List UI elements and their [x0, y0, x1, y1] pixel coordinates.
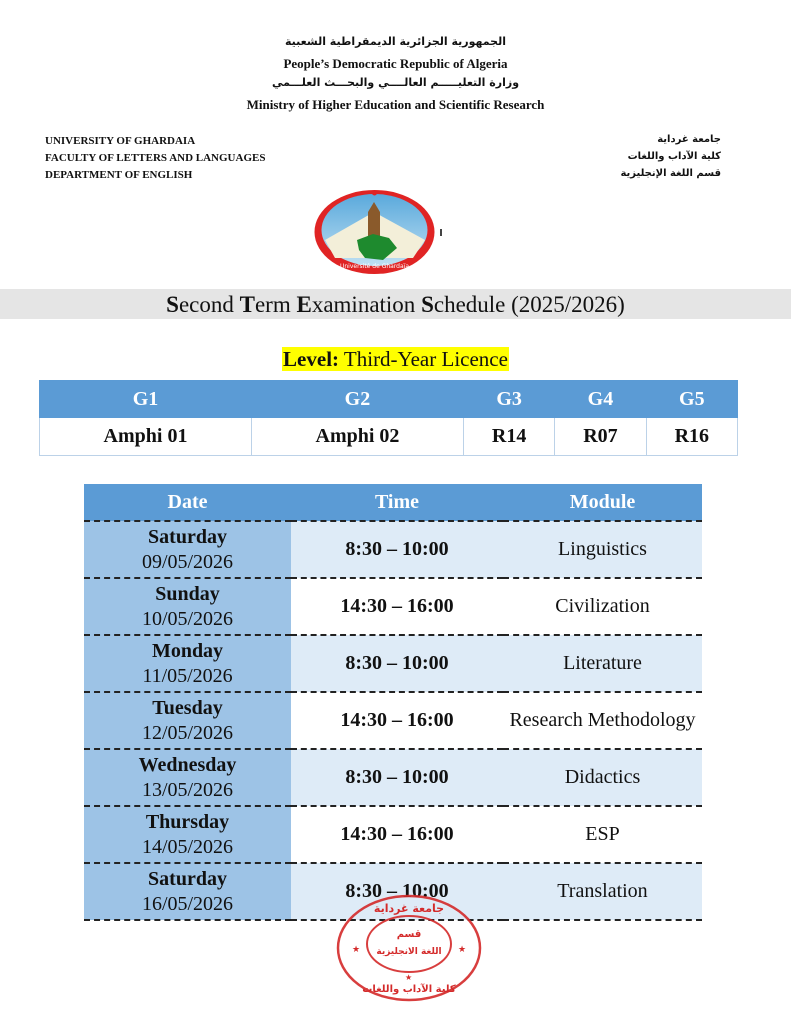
logo-caption: Université de Ghardaïa	[339, 263, 410, 270]
institution-english	[45, 133, 265, 184]
time-cell: 14:30 – 16:00	[291, 806, 503, 863]
faculty-name: FACULTY OF LETTERS AND LANGUAGES	[45, 152, 266, 164]
stamp-bottom-text: كلية الآداب واللغات	[362, 984, 456, 995]
department-name: DEPARTMENT OF ENGLISH	[45, 169, 193, 181]
day-name: Sunday	[155, 582, 220, 605]
department-name-arabic: قسم اللغة الإنجليزية	[620, 168, 721, 179]
level-label: Level:	[283, 347, 340, 371]
university-name-arabic: جامعة غرداية	[657, 134, 721, 145]
groups-table	[39, 380, 738, 456]
stamp-star-icon: ★	[405, 973, 413, 982]
stamp-inner-ring	[367, 916, 451, 972]
table-row	[84, 635, 702, 692]
header-arabic-republic: الجمهورية الجزائرية الديمقراطية الشعبية	[285, 35, 506, 48]
logo-minaret	[368, 212, 380, 236]
level-line	[0, 347, 791, 372]
date-value: 09/05/2026	[141, 550, 234, 573]
time-cell: 8:30 – 10:00	[291, 863, 503, 920]
university-name: UNIVERSITY OF GHARDAIA	[45, 135, 196, 147]
table-row	[84, 692, 702, 749]
day-name: Thursday	[145, 810, 230, 833]
title-word-4: Schedule (2025/2026)	[421, 292, 625, 317]
date-cell	[84, 578, 291, 635]
group-header: G2	[251, 381, 463, 418]
institution-arabic	[620, 131, 721, 182]
date-column-header: Date	[84, 484, 291, 521]
stamp-star-icon: ★	[458, 944, 467, 954]
date-value: 11/05/2026	[142, 664, 233, 687]
module-cell: Literature	[503, 635, 702, 692]
module-cell: Didactics	[503, 749, 702, 806]
university-logo	[313, 188, 436, 276]
day-name: Saturday	[148, 525, 227, 548]
date-value: 13/05/2026	[141, 778, 234, 801]
group-room: R14	[463, 418, 554, 456]
title-word-2: Term	[239, 292, 297, 317]
day-name: Wednesday	[138, 753, 237, 776]
time-cell: 14:30 – 16:00	[291, 692, 503, 749]
stamp-top-text: جامعة غرداية	[373, 902, 445, 915]
group-room: R16	[646, 418, 737, 456]
level-value: Third-Year Licence	[339, 347, 508, 371]
day-name: Monday	[151, 639, 224, 662]
stamp-middle-text-2: اللغة الانجليزية	[376, 947, 442, 957]
module-column-header: Module	[503, 484, 702, 521]
title-word-1: Second	[166, 292, 240, 317]
header-ministry: Ministry of Higher Education and Scientific Research	[246, 97, 545, 112]
date-cell	[84, 863, 291, 920]
group-header: G4	[555, 381, 646, 418]
time-column-header: Time	[291, 484, 503, 521]
date-cell	[84, 521, 291, 578]
department-stamp	[334, 892, 484, 1004]
stamp-star-icon: ★	[352, 944, 361, 954]
date-value: 10/05/2026	[141, 607, 234, 630]
logo-star	[372, 191, 377, 196]
time-cell: 8:30 – 10:00	[291, 521, 503, 578]
table-row	[84, 806, 702, 863]
module-cell: Linguistics	[503, 521, 702, 578]
stamp-middle-text-1: قسم	[396, 929, 422, 940]
module-cell: Translation	[503, 863, 702, 920]
groups-header-row	[40, 381, 738, 418]
faculty-name-arabic: كلية الآداب واللغات	[627, 151, 721, 162]
group-room: Amphi 01	[40, 418, 252, 456]
module-cell: Research Methodology	[503, 692, 702, 749]
group-header: G3	[463, 381, 554, 418]
level-highlight	[282, 347, 509, 371]
date-value: 14/05/2026	[141, 835, 234, 858]
schedule-table	[84, 484, 702, 921]
group-header: G1	[40, 381, 252, 418]
day-name: Saturday	[148, 867, 227, 890]
group-header: G5	[646, 381, 737, 418]
title-word-3: Examination	[296, 292, 422, 317]
page-title	[0, 289, 791, 319]
header-republic: People’s Democratic Republic of Algeria	[283, 56, 508, 71]
time-cell: 8:30 – 10:00	[291, 749, 503, 806]
date-cell	[84, 692, 291, 749]
module-cell: ESP	[503, 806, 702, 863]
group-room: R07	[555, 418, 646, 456]
time-cell: 14:30 – 16:00	[291, 578, 503, 635]
module-cell: Civilization	[503, 578, 702, 635]
group-room: Amphi 02	[251, 418, 463, 456]
date-cell	[84, 806, 291, 863]
table-row	[84, 578, 702, 635]
date-value: 12/05/2026	[141, 721, 234, 744]
schedule-header-row	[84, 484, 702, 521]
header-arabic-ministry: وزارة التعليـــــم العالــــي والبحـــث العلـــمي	[271, 76, 520, 89]
table-row	[84, 521, 702, 578]
groups-rooms-row	[40, 418, 738, 456]
table-row	[84, 749, 702, 806]
day-name: Tuesday	[152, 696, 223, 719]
stray-mark	[440, 229, 442, 236]
date-value: 16/05/2026	[141, 892, 234, 915]
time-cell: 8:30 – 10:00	[291, 635, 503, 692]
date-cell	[84, 635, 291, 692]
date-cell	[84, 749, 291, 806]
